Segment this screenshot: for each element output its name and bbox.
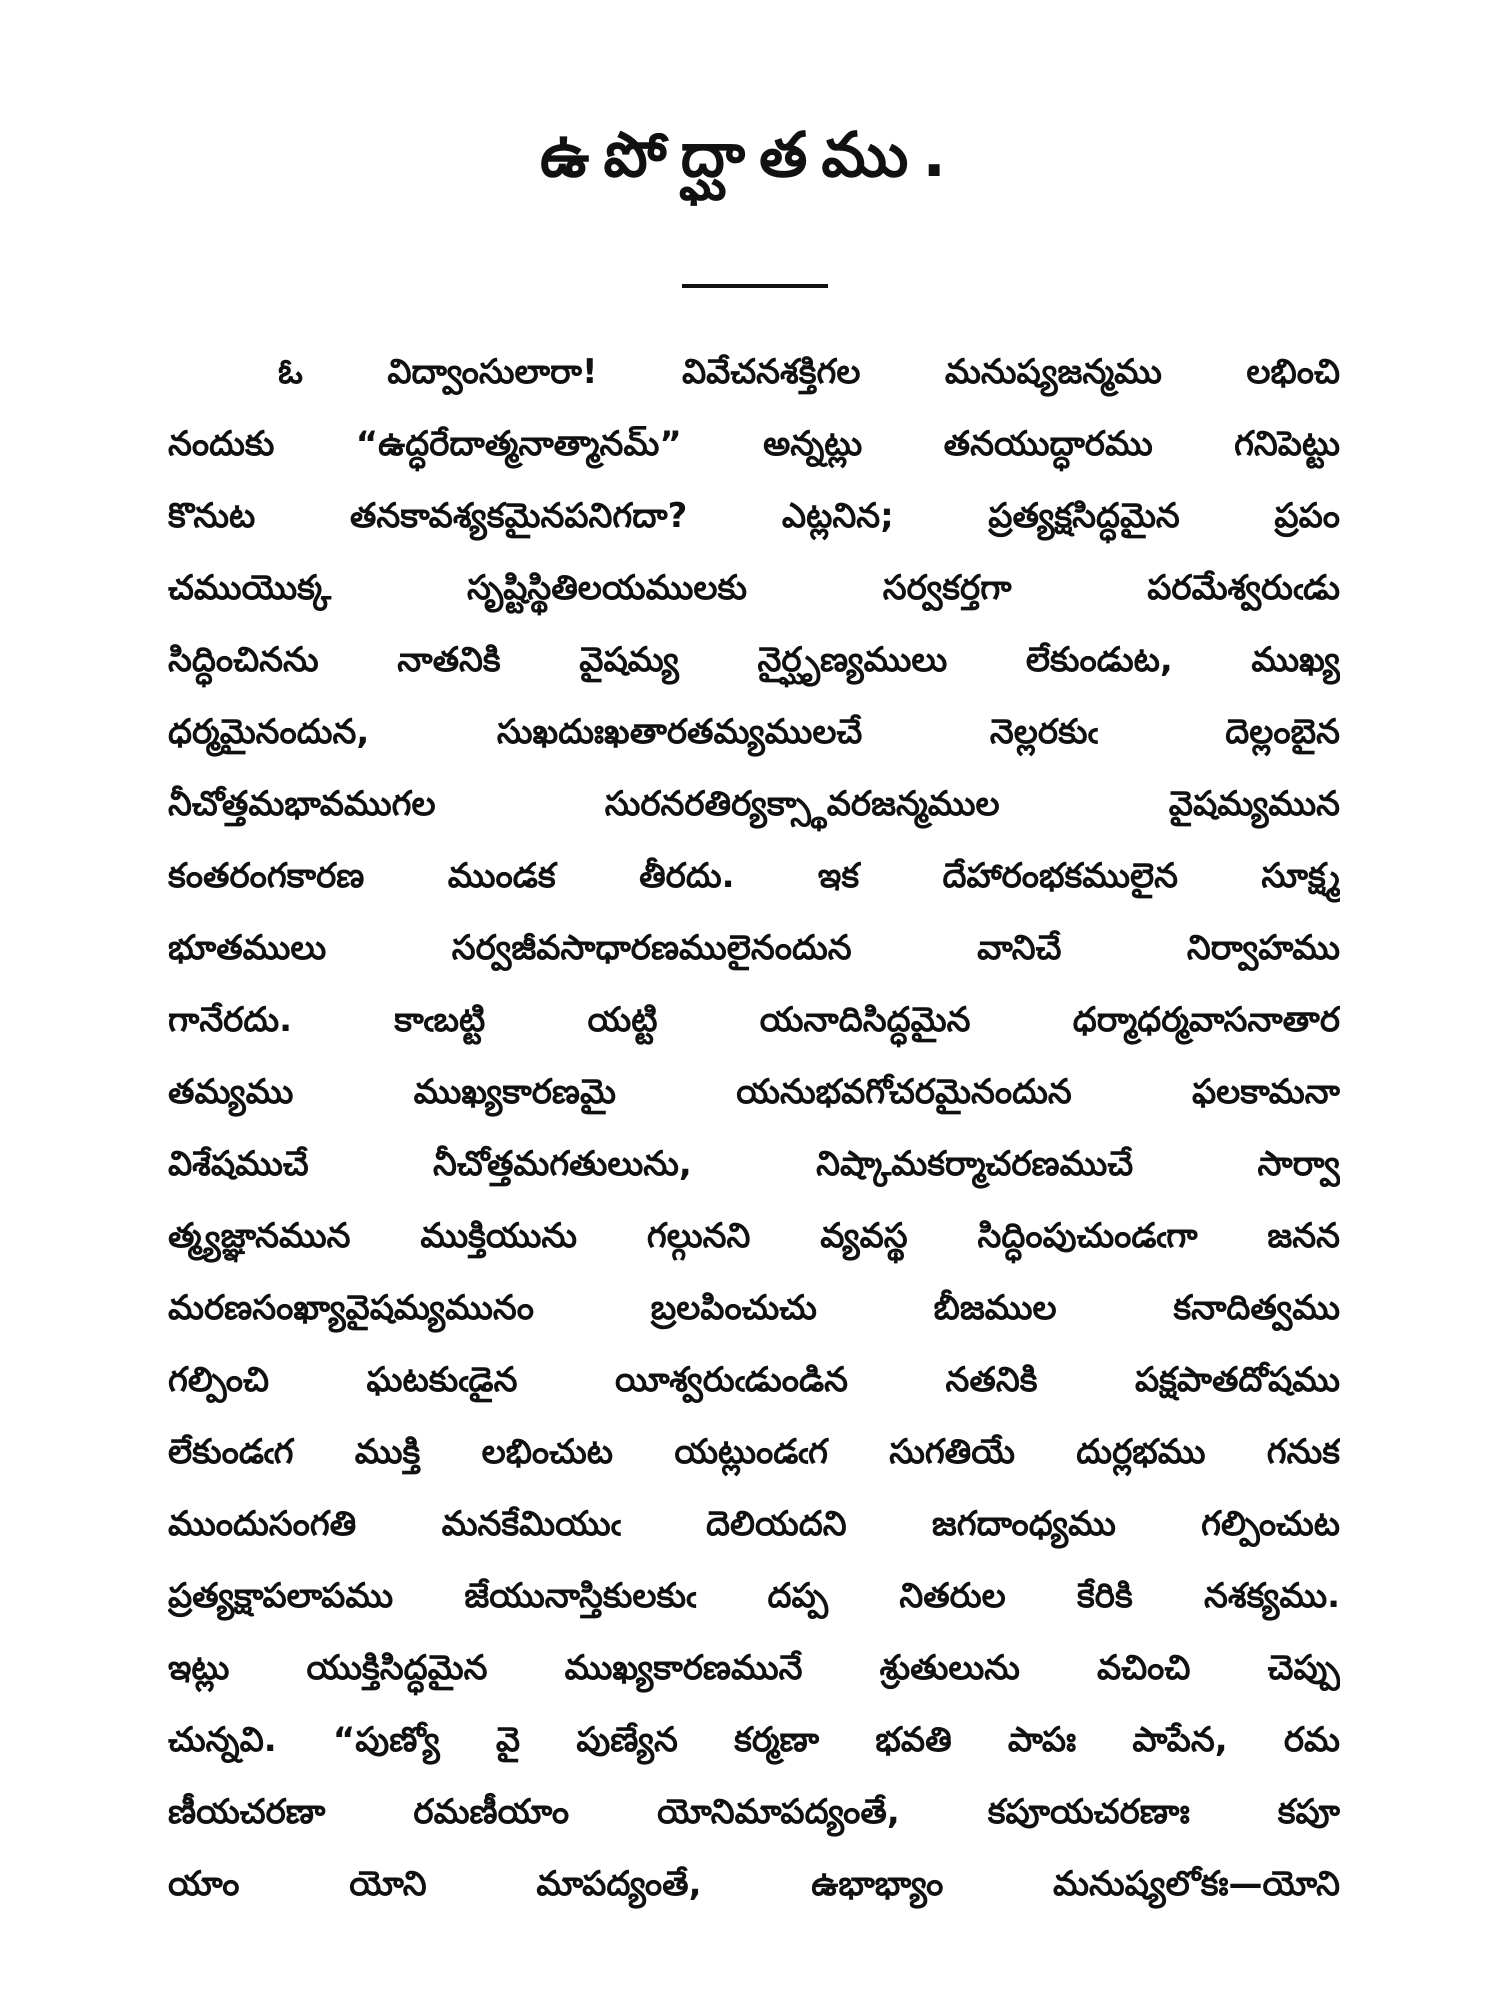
text-line: త్మ్యజ్ఞానమున ముక్తియును గల్గునని వ్యవస్థ సిద్ధింపుచుండఁగా జనన <box>168 1216 1340 1256</box>
text-line: భూతములు సర్వజీవసాధారణములైనందున వానిచే నిర్వాహము <box>168 928 1340 968</box>
text-line: ధర్మమైనందున, సుఖదుఃఖతారతమ్యములచే నెల్లరకుఁ దెల్లంబైన <box>168 712 1340 752</box>
text-line: మరణసంఖ్యావైషమ్యమునం బ్రలపించుచు బీజముల కనాదిత్వము <box>168 1288 1340 1328</box>
text-line: నీచోత్తమభావముగల సురనరతిర్యక్స్థావరజన్మముల వైషమ్యమున <box>168 784 1340 824</box>
text-line: యాం యోని మాపద్యంతే, ఉభాభ్యాం మనుష్యలోకః—యోని <box>168 1864 1340 1904</box>
text-line: గానేరదు. కాఁబట్టి యట్టి యనాదిసిద్ధమైన ధర్మాధర్మవాసనాతార <box>168 1000 1340 1040</box>
page-title: ఉపోద్ఘాతము. <box>540 118 960 191</box>
text-line: చున్నవి. “పుణ్యో వై పుణ్యేన కర్మణా భవతి పాపః పాపేన, రమ <box>168 1720 1340 1760</box>
text-line: నందుకు “ఉద్ధరేదాత్మనాత్మానమ్” అన్నట్లు తనయుద్ధారము గనిపెట్టు <box>168 424 1340 464</box>
text-line: చముయొక్క సృష్టిస్థితిలయములకు సర్వకర్తగా పరమేశ్వరుఁడు <box>168 568 1340 608</box>
text-line: కొనుట తనకావశ్యకమైనపనిగదా? ఎట్లనిన; ప్రత్యక్షసిద్ధమైన ప్రపం <box>168 496 1340 536</box>
text-line: ముందుసంగతి మనకేమియుఁ దెలియదని జగదాంధ్యము గల్పించుట <box>168 1504 1340 1544</box>
body-paragraph <box>168 336 1340 1920</box>
text-line: సిద్ధించినను నాతనికి వైషమ్య నైర్ఘృణ్యములు లేకుండుట, ముఖ్య <box>168 640 1340 680</box>
text-line: ఓ విద్వాంసులారా! వివేచనశక్తిగల మనుష్యజన్మము లభించి <box>278 352 1340 392</box>
text-line: గల్పించి ఘటకుఁడైన యీశ్వరుఁడుండిన నతనికి పక్షపాతదోషము <box>168 1360 1340 1400</box>
text-line: ప్రత్యక్షాపలాపము జేయునాస్తికులకుఁ దప్ప నితరుల కేరికి నశక్యము. <box>168 1576 1340 1616</box>
text-line: తమ్యము ముఖ్యకారణమై యనుభవగోచరమైనందున ఫలకామనా <box>168 1072 1340 1112</box>
text-line: కంతరంగకారణ ముండక తీరదు. ఇక దేహారంభకములైన సూక్ష్మ <box>168 856 1340 896</box>
text-line: లేకుండఁగ ముక్తి లభించుట యట్లుండఁగ సుగతియే దుర్లభము గనుక <box>168 1432 1340 1472</box>
title-divider <box>682 284 828 288</box>
text-line: ఇట్లు యుక్తిసిద్ధమైన ముఖ్యకారణమునే శ్రుతులును వచించి చెప్పు <box>168 1648 1340 1688</box>
text-line: ణీయచరణా రమణీయాం యోనిమాపద్యంతే, కపూయచరణాః కపూ <box>168 1792 1340 1832</box>
text-line: విశేషముచే నీచోత్తమగతులును, నిష్కామకర్మాచరణముచే సార్వా <box>168 1144 1340 1184</box>
